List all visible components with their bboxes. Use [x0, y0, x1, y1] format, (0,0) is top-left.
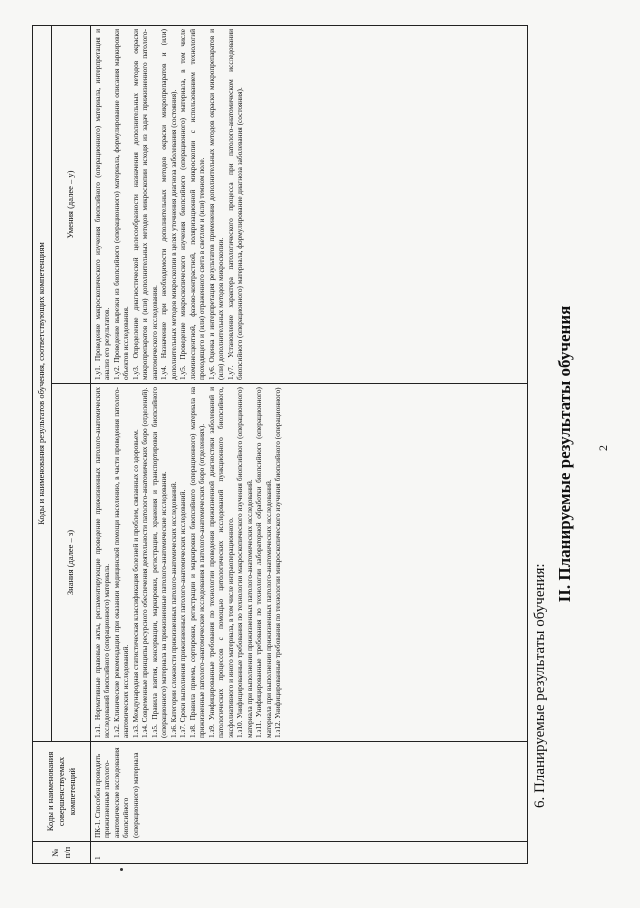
- header-skills: Умения (далее – у): [52, 25, 91, 383]
- knowledge-item: 1.з7. Сроки выполнения прижизненных патолого-анатомических исследований.: [178, 489, 188, 738]
- table-subheader-row: [52, 25, 91, 863]
- knowledge-cell: [91, 384, 528, 742]
- row-number: 1: [91, 842, 528, 864]
- subtitle: 6. Планируемые результаты обучения:: [532, 563, 548, 808]
- knowledge-item: 1.з1. Нормативные правовые акты, регламентирующие проведение прижизненных патолого-анатомических исследований биопсийного (операционного) материала.: [93, 387, 112, 738]
- skill-item: 1.у2. Проведение вырезки из биопсийного (операционного) материала, формулирование описания маркировки объектов исследования.: [111, 28, 131, 380]
- learning-outcomes-table: [32, 25, 528, 864]
- skill-item: 1.у5. Проведение микроскопического изучения биопсийного (операционного) материала, в том числе люминесцентной, фазово-контрастной, поляризационной микроскопии с использованием технологий проходящего и (или) отраженного света в светлом и (или) темном поле.: [178, 28, 207, 380]
- skill-item: 1.у4. Назначение при необходимости дополнительных методов окраски микропрепаратов и (или) дополнительных методов микроскопии в целях уточнения диагноза заболевания (состояния).: [159, 28, 178, 380]
- skill-item: 1.у3. Определение диагностической целесообразности назначения дополнительных методов окраски микропрепаратов и (или) дополнительных методов микроскопии исходя из задач прижизненного патолого-анатомического исследования.: [130, 28, 159, 380]
- competence-cell: ПК-1. Способен проводить прижизненные патолого-анатомические исследования биопсийного (операционного) материала: [91, 742, 528, 842]
- table-header-row: [33, 25, 52, 863]
- knowledge-item: 1.з9. Унифицированные требования по технологии проведения прижизненной диагностики заболеваний и патологических процессов с помощью цитологических исследований пункционного биопсийного, эксфолиативного и иного материала, в том числе интраоперационного.: [206, 387, 235, 738]
- knowledge-item: 1.з2. Клинические рекомендации при оказании медицинской помощи населению, в части проведения патолого-анатомических исследований.: [111, 387, 131, 738]
- knowledge-item: 1.з10. Унифицированные требования по технологии макроскопического изучения биопсийного (операционного) материала при выполнении прижизненных патолого-анатомических исследований.: [235, 387, 254, 738]
- scan-dot: [120, 868, 123, 871]
- knowledge-item: 1.з6. Категории сложности прижизненных патолого-анатомических исследований.: [168, 481, 178, 738]
- knowledge-item: 1.з4. Современные принципы ресурсного обеспечения деятельности патолого-анатомических бюро (отделений).: [140, 387, 150, 738]
- table-row: [91, 25, 528, 863]
- header-knowledge: Знания (далее – з): [52, 384, 91, 742]
- header-num: № п/п: [33, 842, 91, 864]
- skills-cell: [91, 25, 528, 383]
- knowledge-item: 1.з5. Правила взятия, консервации, маркировки, регистрации, хранения и транспортировки биопсийного (операционного) материала на прижизненные патолого-анатомические исследования.: [149, 387, 169, 738]
- skill-item: 1.у6. Оценка и интерпретация результатов применения дополнительных методов окраски микропрепаратов и (или) дополнительных методов микроскопии.: [206, 28, 226, 380]
- knowledge-item: 1.з11. Унифицированные требования по технологии лабораторной обработки биопсийного (операционного) материала при выполнении прижизненных патолого-анатомических исследований.: [254, 387, 273, 738]
- skill-item: 1.у7. Установление характера патологического процесса при патолого-анатомическом исследовании биопсийного (операционного) материала, формулирование диагноза заболевания (состояния).: [225, 28, 245, 380]
- header-outcomes-group: Коды и наименования результатов обучения, соответствующих компетенциям: [33, 25, 52, 741]
- knowledge-item: 1.з8. Правила приема, сортировки, регистрации и маркировки биопсийного (операционного) материала на прижизненные патолого-анатомические исследования в патолого-анатомических бюро (отделениях).: [187, 387, 207, 738]
- skill-item: 1.у1. Проведение макроскопического изучения биопсийного (операционного) материала, интерпретация и анализ его результатов.: [93, 28, 112, 380]
- page-number: 2: [596, 445, 610, 451]
- knowledge-item: 1.з3. Международная статистическая классификация болезней и проблем, связанных со здоровьем.: [130, 429, 140, 738]
- section-title: II. Планируемые результаты обучения: [555, 305, 574, 603]
- header-competence-codes: Коды и наименования совершенствуемых компетенций: [33, 742, 91, 842]
- knowledge-item: 1.з12. Унифицированные требования по технологии микроскопического изучения биопсийного (операционного): [273, 387, 283, 738]
